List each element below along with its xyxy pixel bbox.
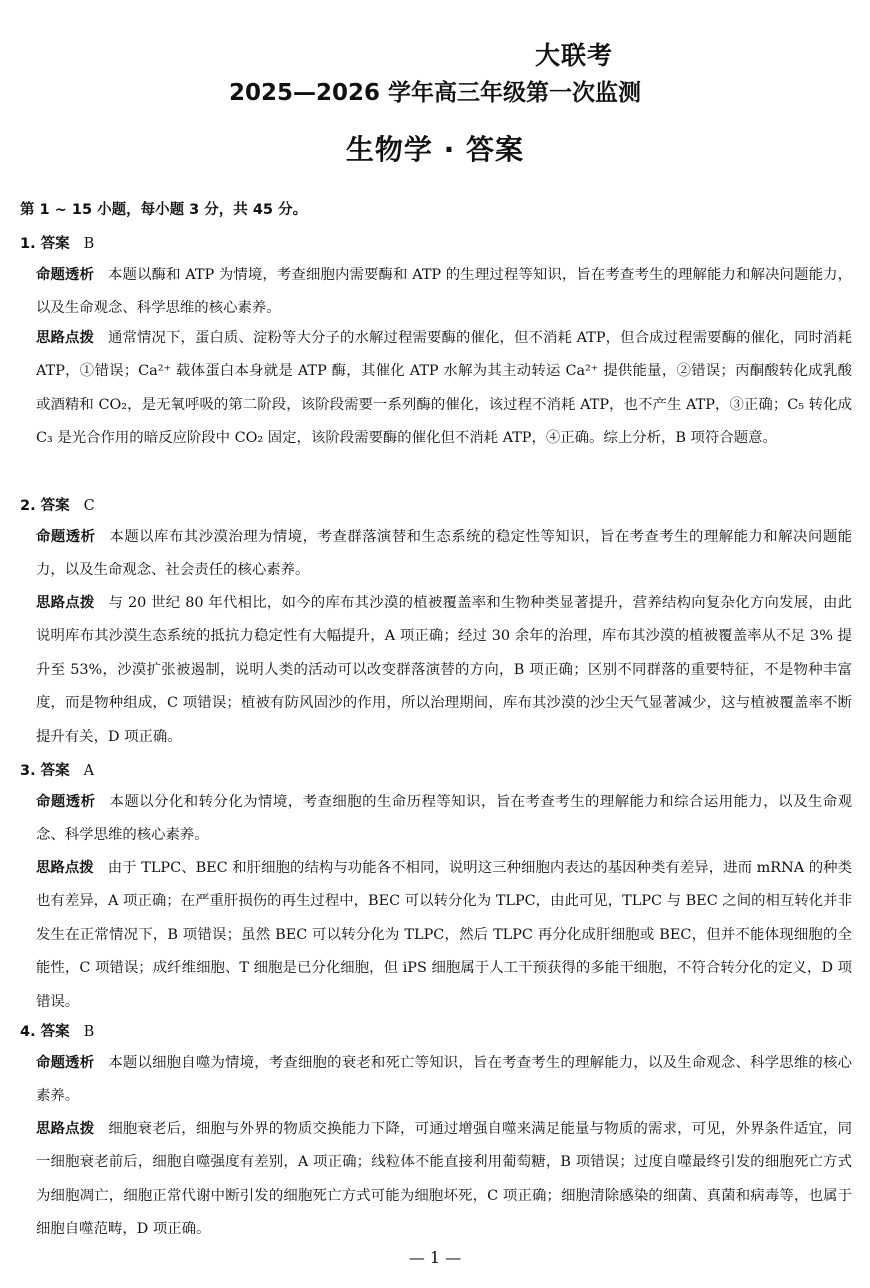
hint-label: 思路点拨 bbox=[36, 1121, 95, 1137]
exam-title: 2025—2026 学年高三年级第一次监测 bbox=[228, 80, 642, 106]
analysis-text: 本题以分化和转分化为情境，考查细胞的生命历程等知识，旨在考查考生的理解能力和综合运用能力，以及生命观念、科学思维的核心素养。 bbox=[36, 794, 852, 844]
question-2-analysis bbox=[36, 521, 852, 588]
answer-value: C bbox=[83, 498, 95, 514]
analysis-label: 命题透析 bbox=[36, 794, 96, 810]
question-1-header bbox=[20, 232, 94, 253]
section-note: 第 1 ~ 15 小题，每小题 3 分，共 45 分。 bbox=[20, 202, 308, 218]
analysis-text: 本题以酶和 ATP 为情境，考查细胞内需要酶和 ATP 的生理过程等知识，旨在考查考生的理解能力和解决问题能力，以及生命观念、科学思维的核心素养。 bbox=[36, 267, 852, 317]
analysis-text: 本题以库布其沙漠治理为情境，考查群落演替和生态系统的稳定性等知识，旨在考查考生的理解能力和解决问题能力，以及生命观念、社会责任的核心素养。 bbox=[36, 529, 852, 579]
hint-label: 思路点拨 bbox=[36, 595, 95, 611]
question-2-header bbox=[20, 494, 95, 515]
hint-text: 细胞衰老后，细胞与外界的物质交换能力下降，可通过增强自噬来满足能量与物质的需求，可见，外界条件适宜，同一细胞衰老前后，细胞自噬强度有差别，A 项正确；线粒体不能直接利用葡萄糖，B 项错误；过度自噬最终引发的细胞死亡方式为细胞凋亡，细胞正常代谢中断引发的细胞死亡方式可能为细胞坏死，C 项正确；细胞清除感染的细菌、真菌和病毒等，也属于细胞自噬范畴，D 项正确。 bbox=[36, 1121, 852, 1238]
question-2-hint bbox=[36, 587, 852, 754]
brand-title: 大联考 bbox=[535, 41, 614, 70]
answer-value: B bbox=[83, 236, 95, 252]
answer-value: A bbox=[83, 763, 95, 779]
question-4-hint bbox=[36, 1113, 852, 1247]
page-number: — 1 — bbox=[408, 1248, 462, 1267]
hint-text: 通常情况下，蛋白质、淀粉等大分子的水解过程需要酶的催化，但不消耗 ATP，但合成过程需要酶的催化，同时消耗 ATP，①错误；Ca²⁺ 载体蛋白本身就是 ATP 酶，其催化 ATP 水解为其主动转运 Ca²⁺ 提供能量，②错误；丙酮酸转化成乳酸或酒精和 CO₂，是无氧呼吸的第二阶段，该阶段需要一系列酶的催化，该过程不消耗 ATP，也不产生 ATP，③正确；C₅ 转化成 C₃ 是光合作用的暗反应阶段中 CO₂ 固定，该阶段需要酶的催化但不消耗 ATP，④正确。综上分析，B 项符合题意。 bbox=[36, 330, 852, 447]
question-number: 4. 答案 bbox=[20, 1024, 70, 1040]
question-4-header bbox=[20, 1020, 94, 1041]
question-3-analysis bbox=[36, 786, 852, 853]
question-3-header bbox=[20, 759, 94, 780]
analysis-label: 命题透析 bbox=[36, 529, 96, 545]
question-number: 3. 答案 bbox=[20, 763, 70, 779]
question-1-hint bbox=[36, 322, 852, 456]
question-1-analysis bbox=[36, 259, 852, 326]
hint-text: 由于 TLPC、BEC 和肝细胞的结构与功能各不相同，说明这三种细胞内表达的基因种类有差异，进而 mRNA 的种类也有差异，A 项正确；在严重肝损伤的再生过程中，BEC 可以转分化为 TLPC，由此可见，TLPC 与 BEC 之间的相互转化并非发生在正常情况下，B 项错误；虽然 BEC 可以转分化为 TLPC，然后 TLPC 再分化成肝细胞或 BEC，但并不能体现细胞的全能性，C 项错误；成纤维细胞、T 细胞是已分化细胞，但 iPS 细胞属于人工干预获得的多能干细胞，不符合转分化的定义，D 项错误。 bbox=[36, 860, 852, 1010]
answer-value: B bbox=[83, 1024, 95, 1040]
hint-label: 思路点拨 bbox=[36, 860, 94, 876]
question-4-analysis bbox=[36, 1047, 852, 1114]
analysis-text: 本题以细胞自噬为情境，考查细胞的衰老和死亡等知识，旨在考查考生的理解能力，以及生命观念、科学思维的核心素养。 bbox=[36, 1055, 852, 1105]
analysis-label: 命题透析 bbox=[36, 1055, 95, 1071]
question-number: 1. 答案 bbox=[20, 236, 70, 252]
question-number: 2. 答案 bbox=[20, 498, 70, 514]
hint-label: 思路点拨 bbox=[36, 330, 94, 346]
question-3-hint bbox=[36, 852, 852, 1019]
analysis-label: 命题透析 bbox=[36, 267, 95, 283]
subject-title: 生物学 · 答案 bbox=[345, 133, 525, 166]
hint-text: 与 20 世纪 80 年代相比，如今的库布其沙漠的植被覆盖率和生物种类显著提升，营养结构向复杂化方向发展，由此说明库布其沙漠生态系统的抵抗力稳定性有大幅提升，A 项正确；经过 30 余年的治理，库布其沙漠的植被覆盖率从不足 3% 提升至 53%，沙漠扩张被遏制，说明人类的活动可以改变群落演替的方向，B 项正确；区别不同群落的重要特征，不是物种丰富度，而是物种组成，C 项错误；植被有防风固沙的作用，所以治理期间，库布其沙漠的沙尘天气显著减少，这与植被覆盖率不断提升有关，D 项正确。 bbox=[36, 595, 852, 745]
